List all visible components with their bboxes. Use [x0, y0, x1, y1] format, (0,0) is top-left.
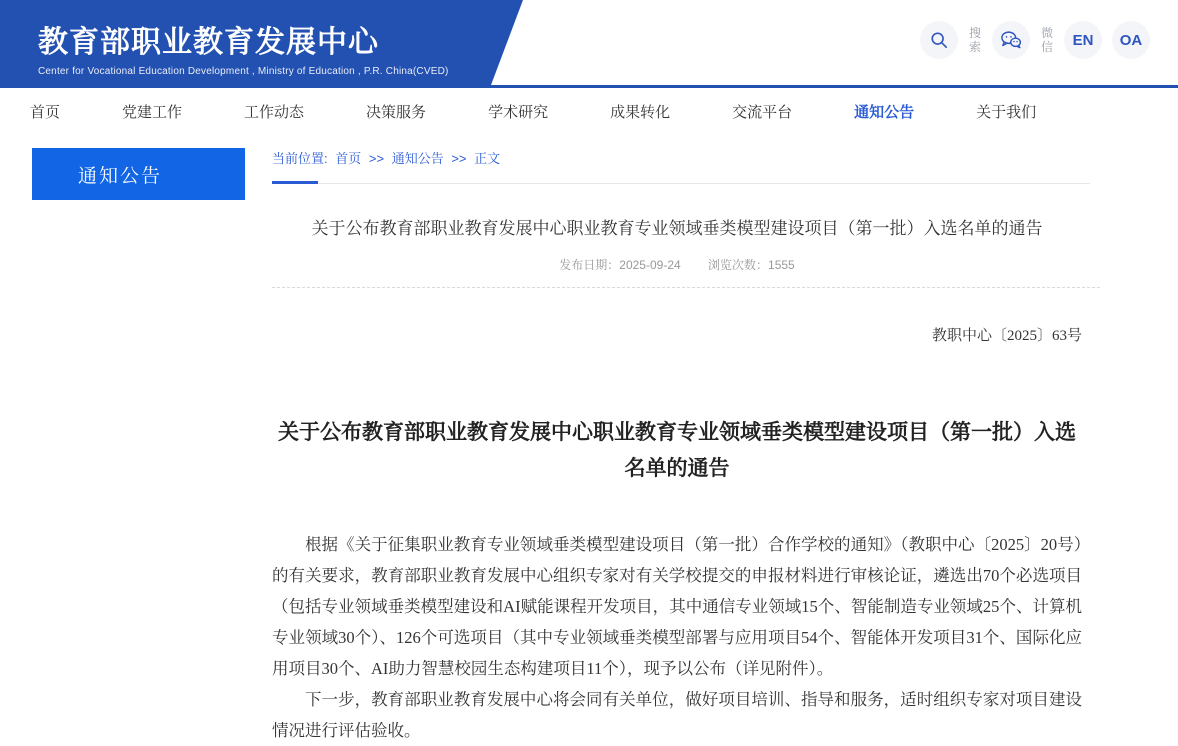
- nav-item-home[interactable]: 首页: [30, 104, 61, 121]
- breadcrumb-divider-accent: [272, 181, 318, 184]
- nav-item-work-news[interactable]: 工作动态: [244, 104, 305, 121]
- publish-date: 发布日期：2025-09-24: [559, 258, 681, 272]
- oa-login-button[interactable]: OA: [1112, 21, 1150, 59]
- nav-item-party-building[interactable]: 党建工作: [122, 104, 183, 121]
- view-count: 浏览次数：1555: [708, 258, 795, 272]
- english-version-button[interactable]: EN: [1064, 21, 1102, 59]
- breadcrumb-prefix: 当前位置:: [272, 151, 328, 166]
- header-toolbar: [920, 21, 1150, 59]
- nav-item-about-us[interactable]: 关于我们: [976, 104, 1037, 121]
- dashed-divider: [272, 287, 1100, 288]
- nav-item-policy-service[interactable]: 决策服务: [366, 104, 427, 121]
- article-list-title: 关于公布教育部职业教育发展中心职业教育专业领域垂类模型建设项目（第一批）入选名单的通告: [311, 219, 1043, 238]
- article-body: [272, 529, 1082, 746]
- site-title: 教育部职业教育发展中心: [38, 26, 379, 59]
- breadcrumb-section-link[interactable]: 通知公告: [391, 151, 444, 166]
- article-heading: 关于公布教育部职业教育发展中心职业教育专业领域垂类模型建设项目（第一批）入选名单的通告: [278, 421, 1076, 480]
- article-meta: [272, 256, 1082, 273]
- nav-item-achievements[interactable]: 成果转化: [610, 104, 671, 121]
- article-content: [272, 135, 1082, 746]
- page-body: [0, 135, 1178, 746]
- wechat-label: 微信: [1040, 26, 1053, 54]
- search-icon: [930, 31, 948, 49]
- wechat-button[interactable]: [992, 21, 1030, 59]
- nav-item-academic-research[interactable]: 学术研究: [488, 104, 549, 121]
- site-logo[interactable]: [38, 17, 449, 77]
- breadcrumb-separator: >>: [451, 151, 467, 166]
- site-subtitle: Center for Vocational Education Development , Ministry of Education , P.R. China(CVED): [38, 66, 449, 77]
- article-paragraph: 根据《关于征集职业教育专业领域垂类模型建设项目（第一批）合作学校的通知》（教职中心〔2025〕20号）的有关要求，教育部职业教育发展中心组织专家对有关学校提交的申报材料进行审核论证，遴选出70个必选项目（包括专业领域垂类模型建设和AI赋能课程开发项目，其中通信专业领域15个、智能制造专业领域25个、计算机专业领域30个）、126个可选项目（其中专业领域垂类模型部署与应用项目54个、智能体开发项目31个、国际化应用项目30个、AI助力智慧校园生态构建项目11个），现予以公布（详见附件）。: [272, 535, 1082, 678]
- nav-item-exchange-platform[interactable]: 交流平台: [732, 104, 793, 121]
- breadcrumb: [272, 148, 1082, 167]
- breadcrumb-divider: [272, 181, 1090, 184]
- wechat-icon: [1000, 30, 1022, 50]
- breadcrumb-current: 正文: [474, 151, 501, 166]
- article-paragraph-partial: 下一步，教育部职业教育发展中心将会同有关单位，做好项目培训、指导和服务，适时组织专家对项目建设情况进行评估验收。: [272, 690, 1082, 740]
- breadcrumb-separator: >>: [368, 151, 385, 166]
- site-header: [0, 0, 1178, 85]
- search-button[interactable]: [920, 21, 958, 59]
- main-nav: [0, 88, 1178, 135]
- document-number: 教职中心〔2025〕63号: [931, 328, 1082, 344]
- breadcrumb-home-link[interactable]: 首页: [335, 151, 362, 166]
- nav-item-notices[interactable]: 通知公告: [854, 104, 915, 121]
- sidebar-item-notices[interactable]: 通知公告: [32, 148, 245, 200]
- search-label: 搜索: [968, 26, 981, 54]
